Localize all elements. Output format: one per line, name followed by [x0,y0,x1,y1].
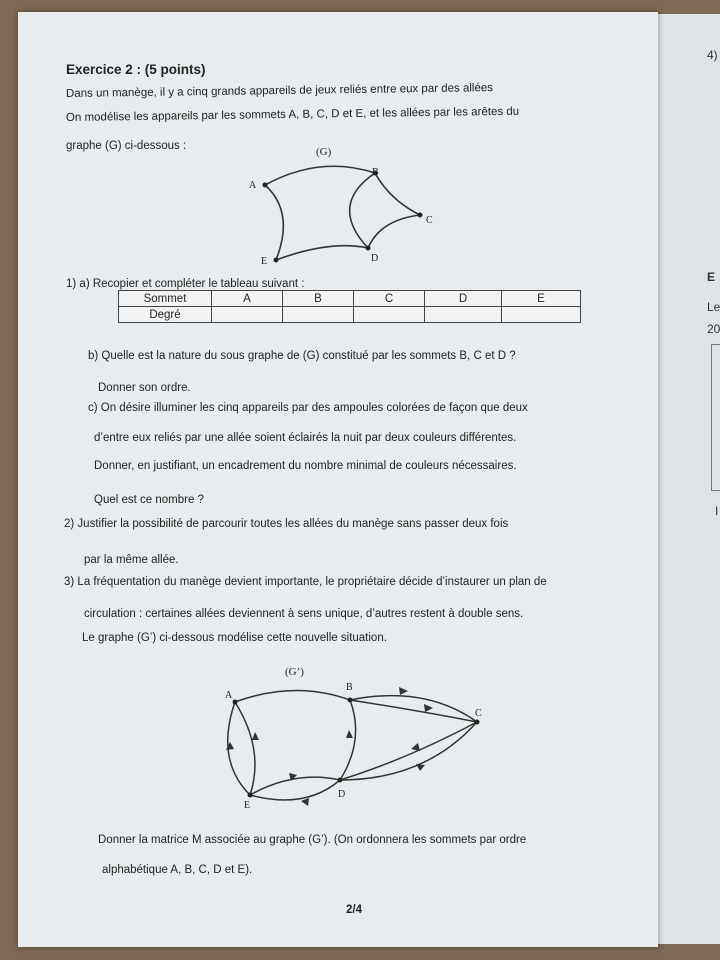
table-cell [502,307,581,323]
edge-e-d [276,246,368,260]
degree-table [118,290,581,323]
q3-line-3: Le graphe (G’) ci-dessous modélise cette nouvelle situation. [82,632,387,644]
q1-b-line-1: b) Quelle est la nature du sous graphe de (G) constitué par les sommets B, C et D ? [88,350,516,362]
arc-a-b [235,690,350,702]
node-a [233,700,238,705]
exercise-title: Exercice 2 : (5 points) [66,62,206,77]
arc-c-d-lower [340,722,477,780]
table-cell: D [425,291,502,307]
arc-b-d [340,700,356,780]
node-label-b: B [346,682,353,693]
node-e [248,793,253,798]
node-a [263,183,268,188]
q2-line-1: 2) Justifier la possibilité de parcourir toutes les allées du manège sans passer deux fois [64,518,509,530]
node-d [338,778,343,783]
arrow-head [424,704,433,712]
q3-line-5: alphabétique A, B, C, D et E). [102,864,253,876]
table-cell: B [283,291,354,307]
table-cell: A [212,291,283,307]
q1-c-line-2: d’entre eux reliés par une allée soient éclairés la nuit par deux couleurs différentes. [94,432,517,444]
edge-a-b [265,166,375,185]
page-number: 2/4 [346,904,362,916]
node-label-e: E [261,256,268,267]
node-label-c: C [426,215,433,226]
node-c [418,213,423,218]
q3-line-4: Donner la matrice M associée au graphe (G’). (On ordonnera les sommets par ordre [98,834,527,846]
node-label-d: D [371,253,379,264]
node-label-a: A [249,180,257,191]
node-e [274,258,279,263]
node-d [366,246,371,251]
adjacent-heading: E [707,270,716,284]
arrow-head [252,732,259,740]
adjacent-page-number: 4) [707,48,718,62]
arc-d-e-lower [250,780,340,800]
q3-line-1: 3) La fréquentation du manège devient importante, le propriétaire décide d’instaurer un plan de [64,576,547,588]
arrow-head [399,687,408,695]
arrow-head [346,730,353,738]
node-label-d: D [338,789,346,800]
edge-c-d [368,215,420,248]
q1-b-line-2: Donner son ordre. [98,382,191,394]
graph-g-prime [215,660,495,810]
q1-c-line-3: Donner, en justifiant, un encadrement du nombre minimal de couleurs nécessaires. [94,460,517,472]
adjacent-box [711,344,720,491]
node-label-e: E [244,800,251,810]
table-row [119,291,581,307]
arrow-head [301,798,309,806]
table-cell [283,307,354,323]
q3-line-2: circulation : certaines allées deviennent à sens unique, d’autres restent à double sens. [84,608,524,620]
table-cell: E [502,291,581,307]
node-c [475,720,480,725]
q2-line-2: par la même allée. [84,554,179,566]
node-label-b: B [372,167,379,178]
adjacent-text-3: I [715,504,719,518]
edge-b-c [375,173,420,215]
graph-g-prime-label: (G’) [285,666,304,678]
adjacent-text-2: 20 [707,322,720,336]
arrow-head [416,764,425,771]
table-cell: Sommet [119,291,212,307]
table-row [119,307,581,323]
arrow-head [411,743,420,751]
q1-c-line-1: c) On désire illuminer les cinq appareils par des ampoules colorées de façon que deux [88,402,528,414]
table-cell [212,307,283,323]
intro-line-1: Dans un manège, il y a cinq grands appareils de jeux reliés entre eux par des allées [65,82,494,100]
table-cell [354,307,425,323]
q1-a: 1) a) Recopier et compléter le tableau suivant : [66,278,305,290]
node-label-c: C [475,708,482,719]
graph-g-label: (G) [316,146,332,158]
graph-g [240,140,460,270]
intro-line-3: graphe (G) ci-dessous : [66,140,187,152]
q1-c-line-4: Quel est ce nombre ? [94,494,204,506]
node-b [348,698,353,703]
arc-c-d-upper [340,722,477,780]
intro-line-2: On modélise les appareils par les sommets A, B, C, D et E, et les allées par les arêtes du [65,105,520,124]
adjacent-text-1: Le [707,300,720,314]
edge-a-e [265,185,283,260]
node-label-a: A [225,690,233,701]
table-cell: Degré [119,307,212,323]
arc-e-d-upper [250,777,340,795]
table-cell: C [354,291,425,307]
edge-b-d [350,173,375,248]
table-cell [425,307,502,323]
